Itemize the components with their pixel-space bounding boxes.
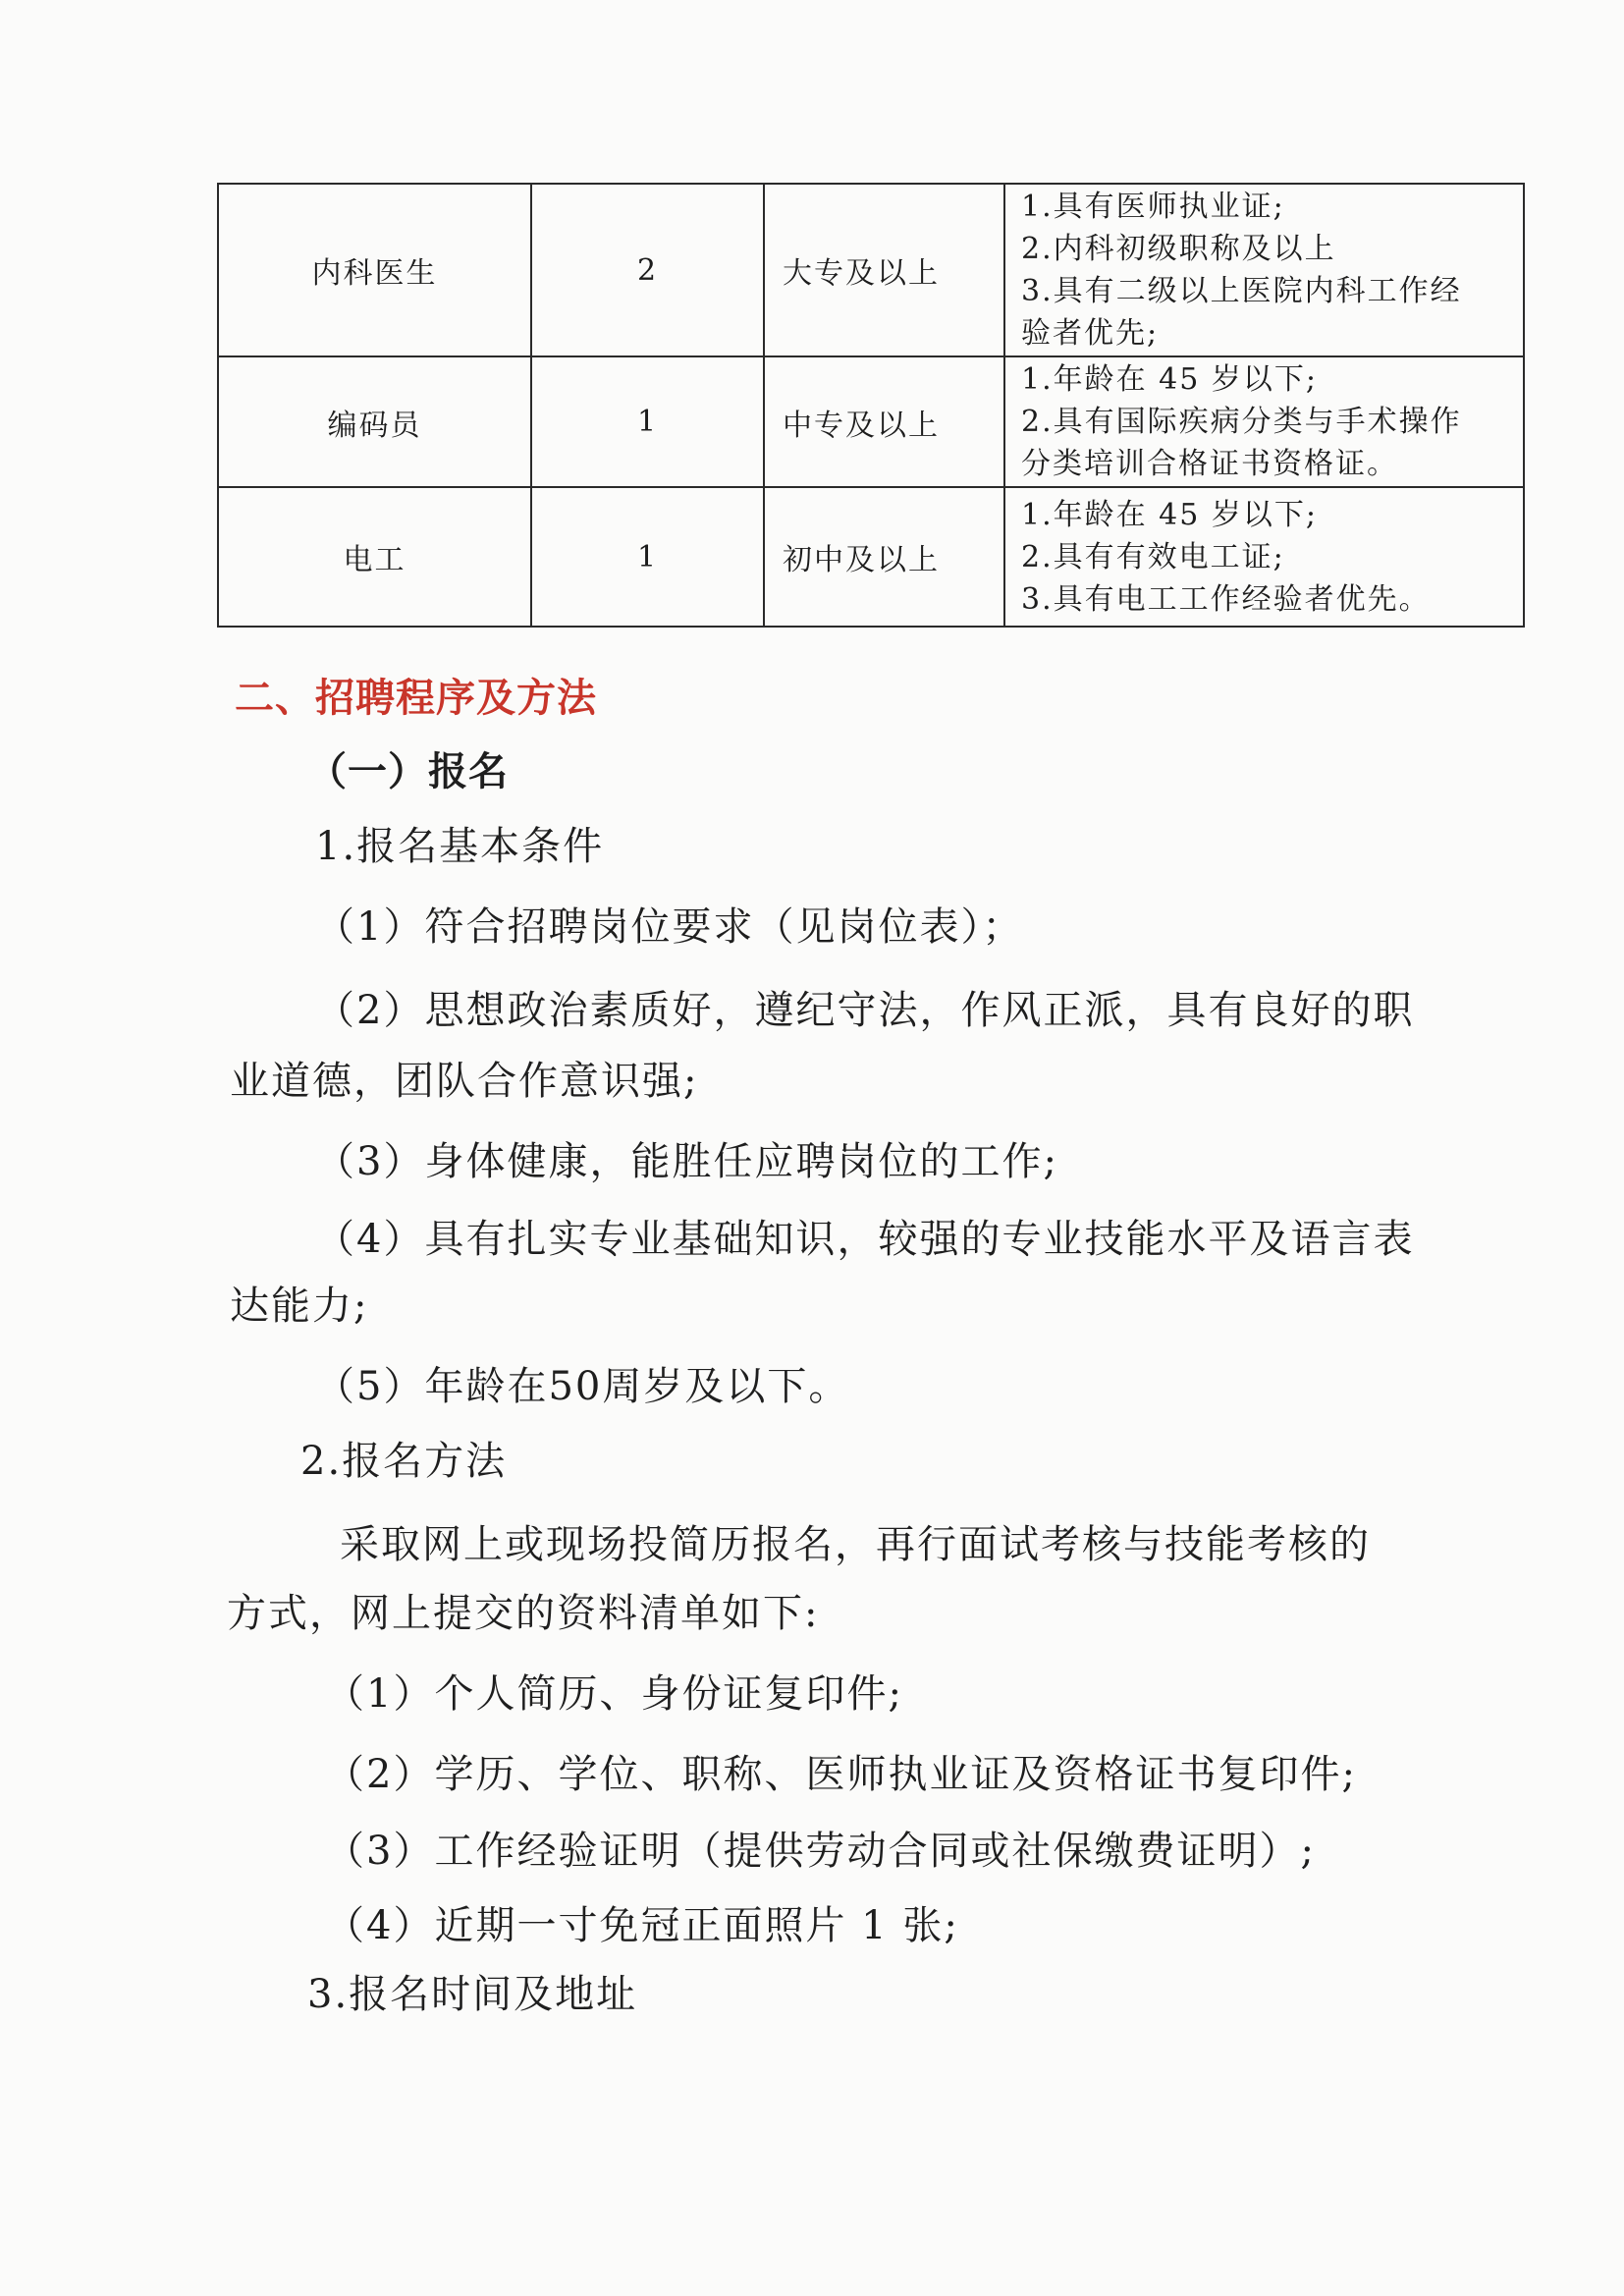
condition-item: （4）具有扎实专业基础知识，较强的专业技能水平及语言表 xyxy=(315,1217,1415,1262)
position-table xyxy=(217,183,1525,628)
requirement-line: 分类培训合格证书资格证。 xyxy=(1021,447,1398,481)
table-row xyxy=(218,487,1524,627)
requirement-line: 3.具有二级以上医院内科工作经 xyxy=(1021,274,1462,308)
condition-item: （2）思想政治素质好，遵纪守法，作风正派，具有良好的职 xyxy=(315,988,1415,1033)
time-address-heading: 3.报名时间及地址 xyxy=(307,1972,638,2017)
position-cell: 电工 xyxy=(218,487,531,627)
requirements-cell xyxy=(1004,487,1524,627)
document-item: （1）个人简历、身份证复印件; xyxy=(325,1671,903,1717)
requirement-line: 2.内科初级职称及以上 xyxy=(1021,232,1336,266)
education-cell: 中专及以上 xyxy=(764,356,1004,487)
section-title: 二、招聘程序及方法 xyxy=(235,675,597,721)
subsection-title: （一）报名 xyxy=(307,748,509,794)
requirement-line: 3.具有电工工作经验者优先。 xyxy=(1021,581,1431,617)
position-cell: 内科医生 xyxy=(218,184,531,356)
condition-item-continuation: 达能力; xyxy=(230,1284,369,1329)
requirements-cell xyxy=(1004,184,1524,356)
condition-item: （1）符合招聘岗位要求（见岗位表）； xyxy=(315,904,1024,950)
table-row xyxy=(218,356,1524,487)
requirement-line: 2.具有国际疾病分类与手术操作 xyxy=(1021,405,1462,439)
table-row xyxy=(218,184,1524,356)
method-intro: 采取网上或现场投简历报名，再行面试考核与技能考核的 xyxy=(340,1522,1371,1567)
requirement-line: 验者优先; xyxy=(1021,316,1160,351)
requirement-line: 1.年龄在 45 岁以下; xyxy=(1021,497,1318,532)
document-item: （4）近期一寸免冠正面照片 1 张; xyxy=(325,1903,959,1948)
count-cell: 1 xyxy=(531,356,764,487)
count-cell: 2 xyxy=(531,184,764,356)
position-cell: 编码员 xyxy=(218,356,531,487)
requirement-line: 1.具有医师执业证; xyxy=(1021,190,1285,224)
condition-item: （5）年龄在50周岁及以下。 xyxy=(315,1364,850,1409)
document-item: （3）工作经验证明（提供劳动合同或社保缴费证明）; xyxy=(325,1829,1316,1874)
condition-item-continuation: 业道德，团队合作意识强; xyxy=(230,1059,699,1104)
requirement-line: 2.具有有效电工证; xyxy=(1021,539,1285,574)
document-item: （2）学历、学位、职称、医师执业证及资格证书复印件; xyxy=(325,1752,1357,1797)
requirements-cell xyxy=(1004,356,1524,487)
method-intro-continuation: 方式，网上提交的资料清单如下: xyxy=(227,1591,820,1636)
condition-item: （3）身体健康，能胜任应聘岗位的工作; xyxy=(315,1139,1058,1184)
education-cell: 初中及以上 xyxy=(764,487,1004,627)
count-cell: 1 xyxy=(531,487,764,627)
method-heading: 2.报名方法 xyxy=(300,1439,508,1484)
requirement-line: 1.年龄在 45 岁以下; xyxy=(1021,362,1318,397)
basic-conditions-heading: 1.报名基本条件 xyxy=(315,824,605,869)
education-cell: 大专及以上 xyxy=(764,184,1004,356)
